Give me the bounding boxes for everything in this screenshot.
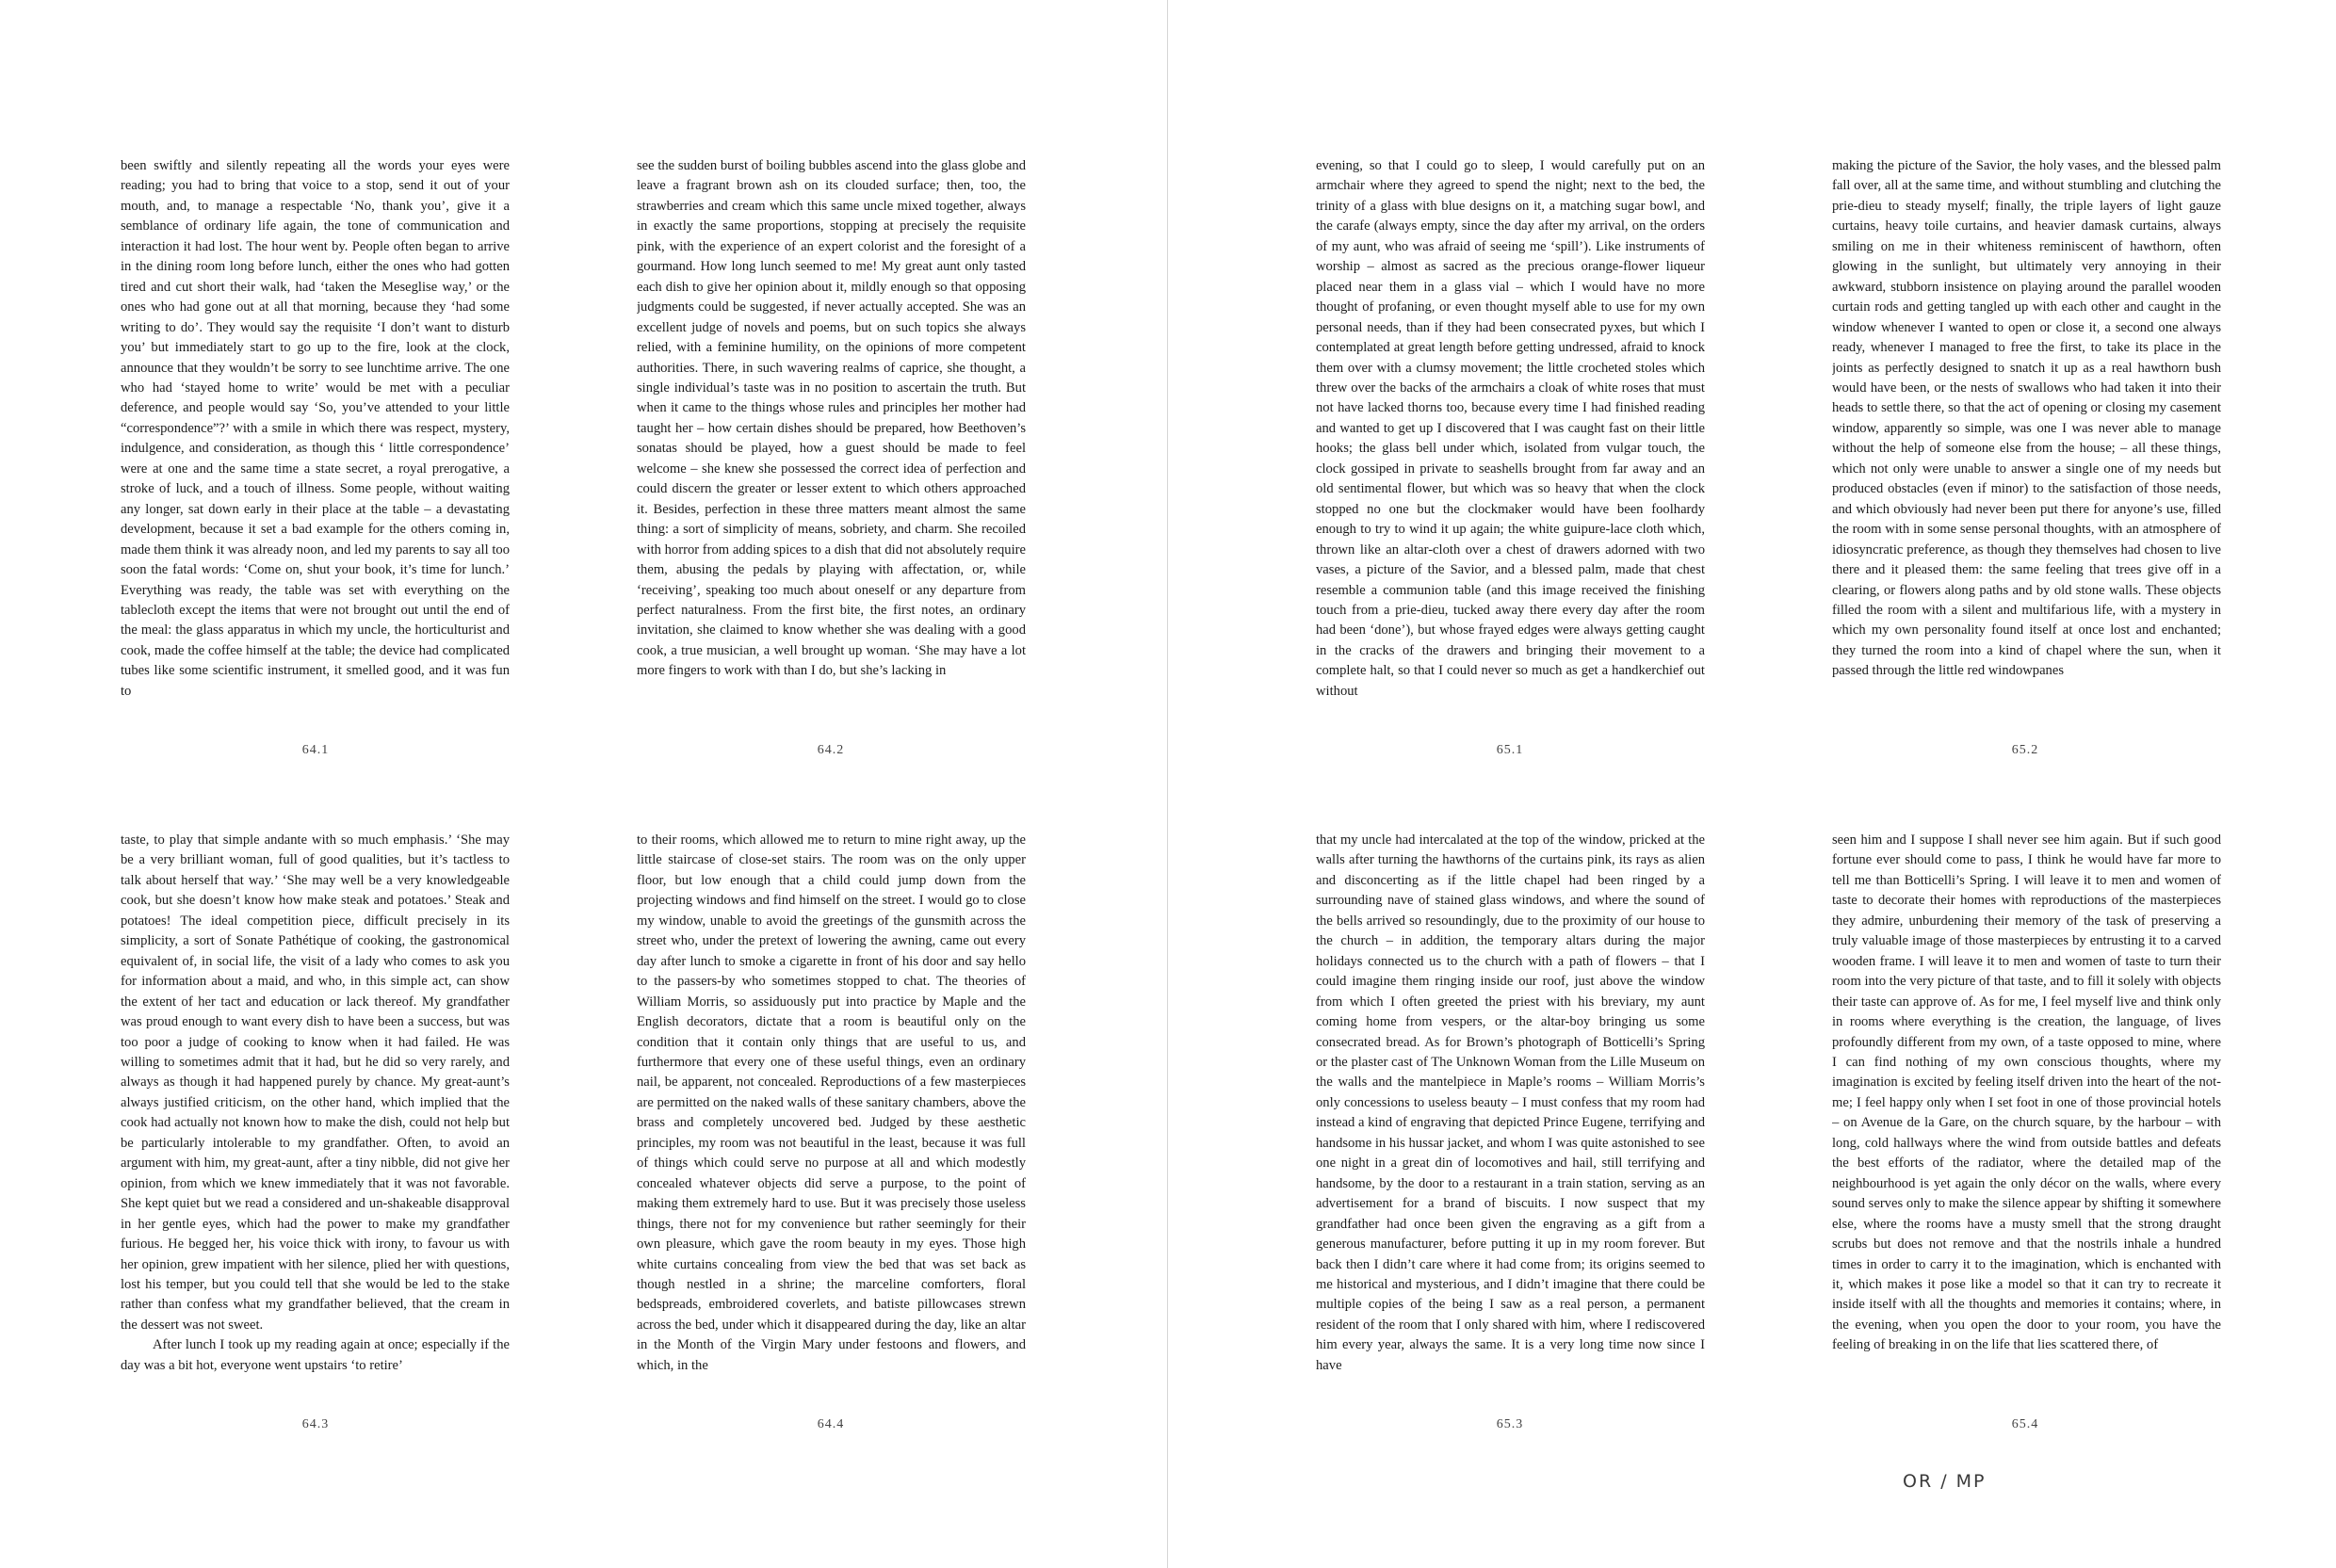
column-65-4 xyxy=(1832,831,2221,1398)
folio-64-2: 64.2 xyxy=(817,743,845,757)
folio-65-3: 65.3 xyxy=(1496,1417,1524,1431)
column-64-4 xyxy=(637,831,1026,1398)
paragraph: been swiftly and silently repeating all the words your eyes were reading; you had to bring that voice to a stop, send it out of your mouth, and, to manage a respectable ‘No, thank you’, give it a semblance of ordinary life again, the tone of communication and interaction it had lost. The hour went by. People often began to arrive in the dining room long before lunch, either the ones who had gotten tired and cut short their walk, had ‘taken the Meseglise way,’ or the ones who had gone out at all that morning, because they ‘had some writing to do’. They would say the requisite ‘I don’t want to disturb you’ but immediately start to go up to the fire, look at the clock, announce that they wouldn’t be sorry to see lunchtime arrive. The one who had ‘stayed home to write’ would be met with a peculiar deference, and people would say ‘So, you’ve attended to your little “correspondence”?’ with a smile in which there was respect, mystery, indulgence, and consideration, as though this ‘ little correspondence’ were at one and the same time a state secret, a royal prerogative, a stroke of luck, and a touch of illness. Some people, without waiting any longer, sat down early in their place at the table – a devastating development, because it set a bad example for the others coming in, made them think it was already noon, and led my parents to say all too soon the fatal words: ‘Come on, shut your book, it’s time for lunch.’ Everything was ready, the table was set with everything on the tablecloth except the items that were not brought out until the end of the meal: the glass apparatus in which my uncle, the horticulturist and cook, made the coffee himself at the table; the device had complicated tubes like some scientific instrument, it smelled good, and it was fun to xyxy=(121,158,510,699)
column-text xyxy=(637,831,1026,1398)
column-64-1 xyxy=(121,156,510,723)
column-text xyxy=(121,156,510,723)
column-text xyxy=(1316,831,1705,1398)
folio-65-1: 65.1 xyxy=(1496,743,1524,757)
paragraph: seen him and I suppose I shall never see him again. But if such good fortune ever should come to pass, I think he would have far more to tell me than Botticelli’s Spring. I will leave it to men and women of taste to decorate their homes with reproductions of the masterpieces they admire, unburdening their memory of the task of preserving a truly valuable image of those masterpieces by entrusting it to a carved wooden frame. I will leave it to men and women of taste to turn their room into the very picture of that taste, and to fill it solely with objects their taste can approve of. As for me, I feel myself live and think only in rooms where everything is the creation, the language, of lives profoundly different from my own, of a taste opposed to mine, where I can find nothing of my own conscious thoughts, where my imagination is excited by feeling itself driven into the heart of the not-me; I feel happy only when I set foot in one of those provincial hotels – on Avenue de la Gare, on the church square, by the harbour – with long, cold hallways where the wind from outside battles and defeats the best efforts of the radiator, where the detailed map of the neighbourhood is yet again the only décor on the walls, where every sound serves only to make the silence appear by shifting it somewhere else, where the rooms have a musty smell that the strong draught scrubs but does not remove and that the nostrils inhale a hundred times in order to carry it to the imagination, which is enchanted with it, which makes it pose like a model so that it can try to recreate it inside itself with all the thoughts and memories it contains; where, in the evening, when you open the door to your room, you have the feeling of breaking in on the life that lies scattered there, of xyxy=(1832,832,2221,1353)
folio-64-4: 64.4 xyxy=(817,1417,845,1431)
right-page xyxy=(1168,0,2336,1568)
paragraph: taste, to play that simple andante with so much emphasis.’ ‘She may be a very brilliant woman, full of good qualities, but it’s tactless to talk about herself that way.’ ‘She may well be a very knowledgeable cook, but she doesn’t know how make steak and potatoes.’ Steak and potatoes! The ideal competition piece, difficult precisely in its simplicity, a sort of Sonate Pathétique of cooking, the gastronomical equivalent of, in social life, the visit of a lady who comes to ask you for information about a maid, and who, in this simple act, can show the extent of her tact and education or lack thereof. My grandfather was proud enough to want every dish to have been a success, but was too poor a judge of cooking to know when it had failed. He was willing to sometimes admit that it had, but he did so very rarely, and always as though it had happened purely by chance. My great-aunt’s always justified criticism, on the other hand, which implied that the cook had actually not known how to make the dish, could not help but be particularly intolerable to my grandfather. Often, to avoid an argument with him, my great-aunt, after a tiny nibble, did not give her opinion, from which we knew immediately that it was not favorable. She kept quiet but we read a considered and un-shakeable disapproval in her gentle eyes, which had the power to make my grandfather furious. He begged her, his voice thick with irony, to favour us with her opinion, grew impatient with her silence, plied her with questions, lost his temper, but you could tell that she would be led to the stake rather than confess what my grandfather believed, that the cream in the dessert was not sweet. xyxy=(121,832,510,1333)
folio-65-4: 65.4 xyxy=(2011,1417,2039,1431)
publisher-logo: OR / MP xyxy=(1903,1471,1987,1492)
column-65-1 xyxy=(1316,156,1705,723)
column-65-2 xyxy=(1832,156,2221,723)
paragraph: to their rooms, which allowed me to return to mine right away, up the little staircase of close-set stairs. The room was on the only upper floor, but low enough that a child could jump down from the projecting windows and find himself on the street. I would go to close my window, unable to avoid the greetings of the gunsmith across the street who, under the pretext of lowering the awning, came out every day after lunch to smoke a cigarette in front of his door and say hello to the passers-by who sometimes stopped to chat. The theories of William Morris, so assiduously put into practice by Maple and the English decorators, dictate that a room is beautiful only on the condition that it contain only things that are useful to us, and furthermore that every one of these useful things, even an ordinary nail, be apparent, not concealed. Reproductions of a few masterpieces are permitted on the naked walls of these sanitary chambers, above the brass and completely uncovered bed. Judged by these aesthetic principles, my room was not beautiful in the least, because it was full of things which could serve no purpose at all and which modestly concealed whatever objects did serve a purpose, to the point of making them extremely hard to use. But it was precisely those useless things, there not for my convenience but rather seemingly for their own pleasure, which gave the room beauty in my eyes. Those high white curtains concealing from view the bed that was set back as though nestled in a shrine; the marceline comforters, floral bedspreads, embroidered coverlets, and batiste pillowcases strewn across the bed, under which it disappeared during the day, like an altar in the Month of the Virgin Mary under festoons and flowers, and which, in the xyxy=(637,832,1026,1373)
column-64-3 xyxy=(121,831,510,1398)
folio-64-3: 64.3 xyxy=(301,1417,330,1431)
paragraph: evening, so that I could go to sleep, I would carefully put on an armchair where they agreed to spend the night; next to the bed, the trinity of a glass with blue designs on it, a matching sugar bowl, and the carafe (always empty, since the day after my arrival, on the orders of my aunt, who was afraid of seeing me ‘spill’). Like instruments of worship – almost as sacred as the precious orange-flower liqueur placed near them in a glass vial – which I would have no more thought of profaning, or even thought myself able to use for my own personal needs, than if they had been consecrated pyxes, but which I contemplated at great length before getting undressed, afraid to knock them over with a clumsy movement; the little crocheted stoles which threw over the backs of the armchairs a cloak of white roses that must not have lacked thorns too, because every time I had finished reading and wanted to get up I discovered that I was caught fast on their little hooks; the glass bell under which, isolated from vulgar touch, the clock gossiped in private to seashells brought from far away and an old sentimental flower, but which was so heavy that when the clock stopped no one but the clockmaker would have been foolhardy enough to try to wind it up again; the white guipure-lace cloth which, thrown like an altar-cloth over a chest of drawers adorned with two vases, a picture of the Savior, and a blessed palm, made that chest resemble a communion table (and this image received the finishing touch from a prie-dieu, tucked away there every day after the room had been ‘done’), but whose frayed edges were always getting caught in the cracks of the drawers and bringing their movement to a complete halt, so that I could never so much as get a handkerchief out without xyxy=(1316,158,1705,699)
column-text xyxy=(1316,156,1705,723)
column-text xyxy=(1832,156,2221,723)
folio-64-1: 64.1 xyxy=(301,743,330,757)
paragraph: making the picture of the Savior, the holy vases, and the blessed palm fall over, all at the same time, and without stumbling and clutching the prie-dieu to steady myself; finally, the triple layers of light gauze curtains, heavy toile curtains, and heavier damask curtains, always smiling on me in their whiteness reminiscent of hawthorn, often glowing in the sunlight, but ultimately very annoying in their awkward, stubborn insistence on playing around the parallel wooden curtain rods and getting tangled up with each other and caught in the window whenever I wanted to open or close it, a second one always ready, whenever I managed to free the first, to take its place in the joints as perfectly designed to snatch it up as a real hawthorn bush would have been, or the nests of swallows who had taken it into their heads to settle there, so that the act of opening or closing my casement window, apparently so simple, was one I was never able to manage without the help of someone else from the house; – all these things, which not only were unable to answer a single one of my needs but produced obstacles (even if minor) to the satisfaction of those needs, and which obviously had never been put there for anyone’s use, filled the room with in some sense personal thoughts, with an atmosphere of idiosyncratic preference, as though they themselves had chosen to live there and it pleased them: the same feeling that trees give off in a clearing, or flowers along paths and by old stone walls. These objects filled the room with a silent and multifarious life, with a mystery in which my own personality found itself at once lost and enchanted; they turned the room into a kind of chapel where the sun, when it passed through the little red windowpanes xyxy=(1832,158,2221,679)
column-text xyxy=(121,831,510,1398)
paragraph: see the sudden burst of boiling bubbles ascend into the glass globe and leave a fragrant brown ash on its clouded surface; then, too, the strawberries and cream which this same uncle mixed together, always in exactly the same proportions, stopping at precisely the requisite pink, with the experience of an expert colorist and the foresight of a gourmand. How long lunch seemed to me! My great aunt only tasted each dish to give her opinion about it, mildly enough so that opposing judgments could be suggested, if never actually accepted. She was an excellent judge of novels and poems, but on such topics she always relied, with a feminine humility, on the opinions of more competent authorities. There, in such wavering realms of caprice, she thought, a single individual’s taste was in no position to ascertain the truth. But when it came to the things whose rules and principles her mother had taught her – how certain dishes should be prepared, how Beethoven’s sonatas should be played, how a guest should be made to feel welcome – she knew she possessed the correct idea of perfection and could discern the greater or lesser extent to which others approached it. Besides, perfection in these three matters meant almost the same thing: a sort of simplicity of means, sobriety, and charm. She recoiled with horror from adding spices to a dish that did not absolutely require them, abusing the pedals by playing with affectation, or, while ‘receiving’, speaking too much about oneself or any departure from perfect naturalness. From the first bite, the first notes, an ordinary invitation, she claimed to know whether she was dealing with a good cook, a true musician, a well brought up woman. ‘She may have a lot more fingers to work with than I do, but she’s lacking in xyxy=(637,158,1026,679)
paragraph: After lunch I took up my reading again at once; especially if the day was a bit hot, everyone went upstairs ‘to retire’ xyxy=(121,1337,510,1373)
folio-65-2: 65.2 xyxy=(2011,743,2039,757)
paragraph: that my uncle had intercalated at the top of the window, pricked at the walls after turning the hawthorns of the curtains pink, its rays as alien and disconcerting as if the little chapel had been ringed by a surrounding nave of stained glass windows, and where the sound of the bells arrived so resoundingly, due to the proximity of our house to the church – in addition, the temporary altars during the major holidays connected us to the church with a path of flowers – that I could imagine them ringing inside our roof, just above the window from which I often greeted the priest with his breviary, my aunt coming home from vespers, or the altar-boy bringing us some consecrated bread. As for Brown’s photograph of Botticelli’s Spring or the plaster cast of The Unknown Woman from the Lille Museum on the walls and the mantelpiece in Maple’s rooms – William Morris’s only concessions to useless beauty – I must confess that my room had instead a kind of engraving that depicted Prince Eugene, terrifying and handsome in his hussar jacket, and whom I was quite astonished to see one night in a great din of locomotives and hail, still terrifying and handsome, by the door to a restaurant in a train station, serving as an advertisement for a brand of biscuits. I now suspect that my grandfather had once been given the engraving as a gift from a generous manufacturer, before putting it up in my room forever. But back then I didn’t care where it had come from; its origins seemed to me historical and mysterious, and I didn’t imagine that there could be multiple copies of the being I saw as a real person, a permanent resident of the room that I only shared with him, where I rediscovered him every year, always the same. It is a very long time now since I have xyxy=(1316,832,1705,1373)
column-text xyxy=(637,156,1026,723)
column-text xyxy=(1832,831,2221,1398)
column-65-3 xyxy=(1316,831,1705,1398)
column-64-2 xyxy=(637,156,1026,723)
